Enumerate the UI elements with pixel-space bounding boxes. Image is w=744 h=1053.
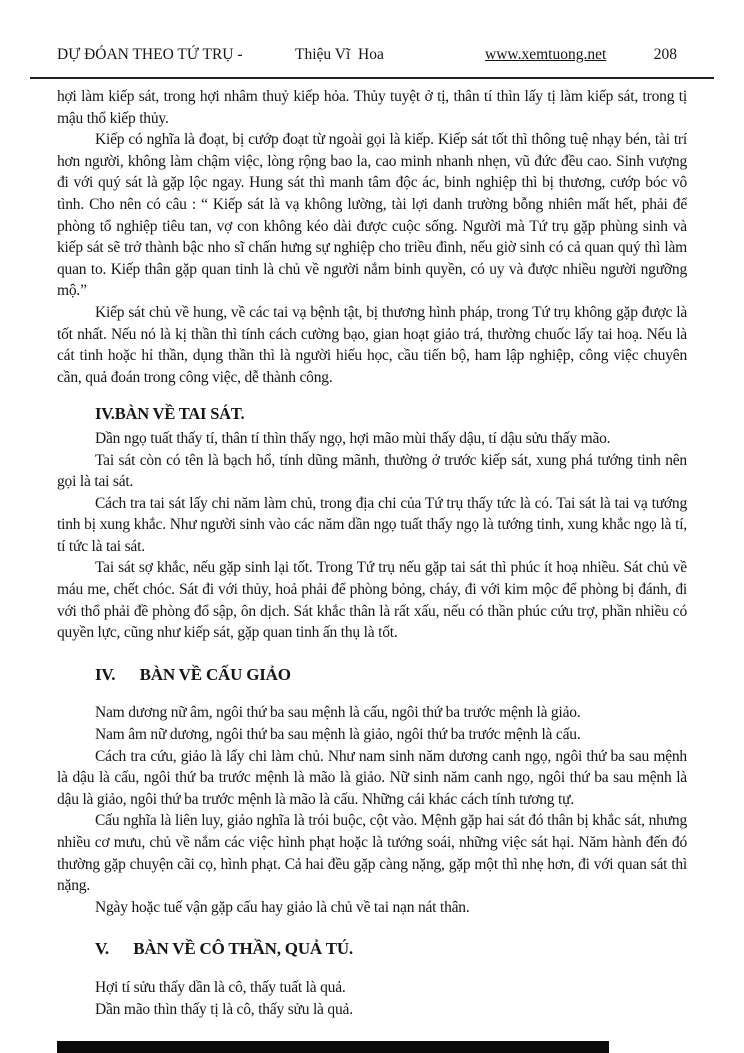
section-heading-co-than-qua-tu: V. BÀN VỀ CÔ THẦN, QUẢ TÚ. <box>95 939 353 959</box>
body-paragraph: hợi làm kiếp sát, trong hợi nhâm thuỷ kiếp hỏa. Thủy tuyệt ở tị, thân tí thìn lấy tị làm kiếp sát, trong tị mậu thổ kiếp thủy. <box>57 88 687 127</box>
body-paragraph: Nam dương nữ âm, ngôi thứ ba sau mệnh là cấu, ngôi thứ ba trước mệnh là giảo. <box>95 704 581 722</box>
page-number: 208 <box>653 46 677 63</box>
body-paragraph: Ngày hoặc tuế vận gặp cấu hay giảo là chủ về tai nạn nát thân. <box>95 898 470 916</box>
page-body <box>57 86 687 1020</box>
body-paragraph: Cấu nghĩa là liên luy, giảo nghĩa là trói buộc, cột vào. Mệnh gặp hai sát đó thân bị khắc sát, nhưng nhiều cơ mưu, chủ về nắm các việc hình phạt hoặc là tướng soái, những việc sát hại. Năm hành đến đó thường gặp chuyện cãi cọ, hình phạt. Cả hai đều gặp càng nặng, gặp một thì nhẹ hơn, đi với quan sát thì nặng. <box>57 812 687 895</box>
body-paragraph: Tai sát sợ khắc, nếu gặp sinh lại tốt. Trong Tứ trụ nếu gặp tai sát thì phúc ít hoạ nhiều. Sát chủ về máu me, chết chóc. Sát đi với thủy, hoả phải để phòng bỏng, cháy, đi với kim mộc để phòng bị đánh, đi với thổ phải đề phòng đổ sập, ôn dịch. Sát khắc thân là rất xấu, nếu có thần phúc cứu trợ, phần nhiều có quyền lực, cũng như kiếp sát, gặp quan tinh ấn thụ là tốt. <box>57 559 687 642</box>
body-paragraph: Kiếp sát chủ về hung, về các tai vạ bệnh tật, bị thương hình pháp, trong Tứ trụ không gặp được là tốt nhất. Nếu nó là kị thần thì tính cách cường bạo, gian hoạt giảo trá, thường chuốc lấy tai hoạ. Nếu là cát tinh hoặc hỉ thần, dụng thần thì là người hiếu học, cầu tiến bộ, ham lập nghiệp, công việc chuyên cần, quả đoán trong công việc, dễ thành công. <box>57 303 687 386</box>
book-title: DỰ ĐÓAN THEO TỨ TRỤ - <box>57 46 243 63</box>
header-divider <box>30 77 714 79</box>
author-name: Thiệu Vĩ Hoa <box>295 46 384 63</box>
body-paragraph: Dần ngọ tuất thấy tí, thân tí thìn thấy ngọ, hợi mão mùi thấy dậu, tí dậu sửu thấy mão. <box>95 429 611 447</box>
section-heading-tai-sat: IV.BÀN VỀ TAI SÁT. <box>95 404 245 424</box>
body-paragraph: Cách tra tai sát lấy chi năm làm chủ, trong địa chi của Tứ trụ thấy tức là có. Tai sát là tai vạ tướng tinh bị xung khắc. Như người sinh vào các năm dần ngọ tuất thấy ngọ là tướng tinh, xung khắc ngọ là tí, tí tức là tai sát. <box>57 494 687 555</box>
body-paragraph: Hợi tí sửu thấy dần là cô, thấy tuất là quả. <box>95 978 346 996</box>
page-header <box>57 46 677 70</box>
scan-artifact-bar <box>57 1041 609 1053</box>
section-heading-cau-giao: IV. BÀN VỀ CẤU GIẢO <box>95 664 291 684</box>
body-paragraph: Cách tra cứu, giảo là lấy chi làm chủ. Như nam sinh năm dương canh ngọ, ngôi thứ ba sau mệnh là dậu là cấu, ngôi thứ ba trước mệnh là mão là giảo. Nữ sinh năm canh ngọ, ngôi thứ ba sau mệnh là dậu là giảo, ngôi thứ ba trước mệnh là mão là cấu. Những cái khác cách tính tương tự. <box>57 747 687 808</box>
body-paragraph: Kiếp có nghĩa là đoạt, bị cướp đoạt từ ngoài gọi là kiếp. Kiếp sát tốt thì thông tuệ nhạy bén, tài trí hơn người, không làm chậm việc, lòng rộng bao la, cao minh nhanh nhẹn, vũ đức đều cao. Sinh vượng đi với quý sát là gặp lộc ngay. Hung sát thì manh tâm độc ác, binh nghiệp thì bị thương, cướp bóc vô tình. Cho nên có câu : “ Kiếp sát là vạ không lường, tài lợi danh trường bỗng nhiên mất hết, phải để phòng tổ nghiệp tiêu tan, vợ con không kéo dài được cuộc sống. Người mà Tứ trụ gặp phùng sinh và kiếp sát sẽ trở thành bậc nho sĩ chấn hưng sự nghiệp cho triều đình, nếu giờ sinh có cả quan quý thì làm quan to. Kiếp thân gặp quan tinh là chủ về người nắm binh quyền, có uy và được nhiều người ngưỡng mộ.” <box>57 131 687 300</box>
body-paragraph: Dần mão thìn thấy tị là cô, thấy sửu là quả. <box>95 1000 353 1018</box>
body-paragraph: Nam âm nữ dương, ngôi thứ ba sau mệnh là giảo, ngôi thứ ba trước mệnh là cấu. <box>95 726 581 744</box>
website-link[interactable]: www.xemtuong.net <box>485 46 607 63</box>
body-paragraph: Tai sát còn có tên là bạch hổ, tính dũng mãnh, thường ở trước kiếp sát, xung phá tướng tinh nên gọi là tai sát. <box>57 451 687 491</box>
